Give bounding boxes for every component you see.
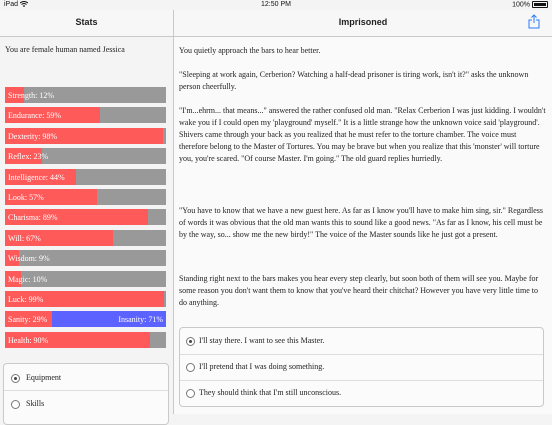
stat-label: Sanity: 29% xyxy=(8,315,48,325)
choice-stay[interactable] xyxy=(180,328,543,354)
stat-bar xyxy=(5,332,166,348)
radio-icon xyxy=(186,389,195,398)
navigation-bar xyxy=(0,10,552,37)
stat-bar xyxy=(5,230,166,246)
choice-label: I'll pretend that I was doing something. xyxy=(199,362,325,371)
battery-icon xyxy=(532,1,548,8)
story-panel xyxy=(174,37,552,414)
stat-label: Intelligence: 44% xyxy=(8,172,65,182)
stat-label: Reflex: 23% xyxy=(8,152,49,162)
stat-bar xyxy=(5,128,166,144)
stat-bar xyxy=(5,271,166,287)
menu-item-label: Equipment xyxy=(26,373,62,382)
stat-label: Look: 57% xyxy=(8,193,44,202)
menu-item-equipment[interactable] xyxy=(4,365,168,391)
battery-status: 100% xyxy=(512,1,548,8)
stat-label: Magic: 10% xyxy=(8,274,48,284)
share-icon[interactable] xyxy=(528,14,540,29)
stat-label: Wisdom: 9% xyxy=(8,254,50,264)
stat-label: Luck: 99% xyxy=(8,295,44,304)
menu-item-skills[interactable] xyxy=(4,391,168,417)
choice-label: I'll stay there. I want to see this Master. xyxy=(199,336,325,345)
stat-bar xyxy=(5,107,166,123)
stat-label: Charisma: 89% xyxy=(8,213,58,223)
radio-icon xyxy=(186,337,195,346)
stat-label: Endurance: 59% xyxy=(8,111,62,121)
stat-label: Will: 67% xyxy=(8,233,41,243)
radio-icon xyxy=(11,374,20,383)
stat-label-secondary: Insanity: 71% xyxy=(118,315,163,325)
menu-item-label: Skills xyxy=(26,399,45,408)
stat-bar xyxy=(5,311,166,327)
stat-bar xyxy=(5,169,166,185)
stat-bar xyxy=(5,189,166,205)
stat-bar xyxy=(5,209,166,225)
character-intro: You are female human named Jessica xyxy=(5,45,125,54)
choice-label: They should think that I'm still unconscious. xyxy=(199,388,342,397)
choice-pretend[interactable] xyxy=(180,354,543,380)
story-paragraph: Standing right next to the bars makes you hear every step clearly, but soon both of them will see you. Maybe for some reason you don't want them to know that you've heard their chitchat? However you have very little time to do anything. xyxy=(179,274,539,307)
stat-label: Health: 90% xyxy=(8,335,49,345)
choice-unconscious[interactable] xyxy=(180,380,543,406)
scene-title: Imprisoned xyxy=(338,17,388,27)
clock: 12:50 PM xyxy=(261,1,291,8)
stats-sidebar xyxy=(0,37,174,414)
stat-bar xyxy=(5,148,166,164)
story-paragraph: You quietly approach the bars to hear better. xyxy=(179,46,321,55)
stat-bar xyxy=(5,87,166,103)
radio-icon xyxy=(186,363,195,372)
story-paragraph: "You have to know that we have a new guest here. As far as I know you'll have to make him sing, sir." Regardless of words it was obvious that the old man wants this to sound like a good news. "As far as I know, his cell must be by the way, so... show me the new birdy!" The voice of the Master sounds like he just got a present. xyxy=(179,206,543,239)
radio-icon xyxy=(11,400,20,409)
stats-title: Stats xyxy=(75,17,98,27)
story-paragraph: "I'm...ehrm... that means..." answered the rather confused old man. "Relax Cerberion I was just kidding. I wouldn't wake you if I could open my 'playground' myself." It is a little strange how the unknown voice said 'playground'. Shivers came through your back as you realized that he must refer to the torture chamber. The voice must therefore belong to the Master of Tortures. You may be brave but when you realize that this 'monster' will torture you, you're scared. "Of course Master. I'm going." The old guard replies hurriedly. xyxy=(179,106,546,163)
device-label: iPad xyxy=(4,1,28,8)
stat-label: Dexterity: 98% xyxy=(8,131,58,141)
sidebar-menu xyxy=(3,363,169,425)
stat-bar xyxy=(5,250,166,266)
story-paragraph: "Sleeping at work again, Cerberion? Watching a half-dead prisoner is tiring work, isn't it?" asks the unknown person cheerfully. xyxy=(179,70,529,91)
stat-bar xyxy=(5,291,166,307)
stat-label: Strength: 12% xyxy=(8,91,54,100)
choice-list xyxy=(179,327,544,407)
status-bar xyxy=(0,0,552,10)
